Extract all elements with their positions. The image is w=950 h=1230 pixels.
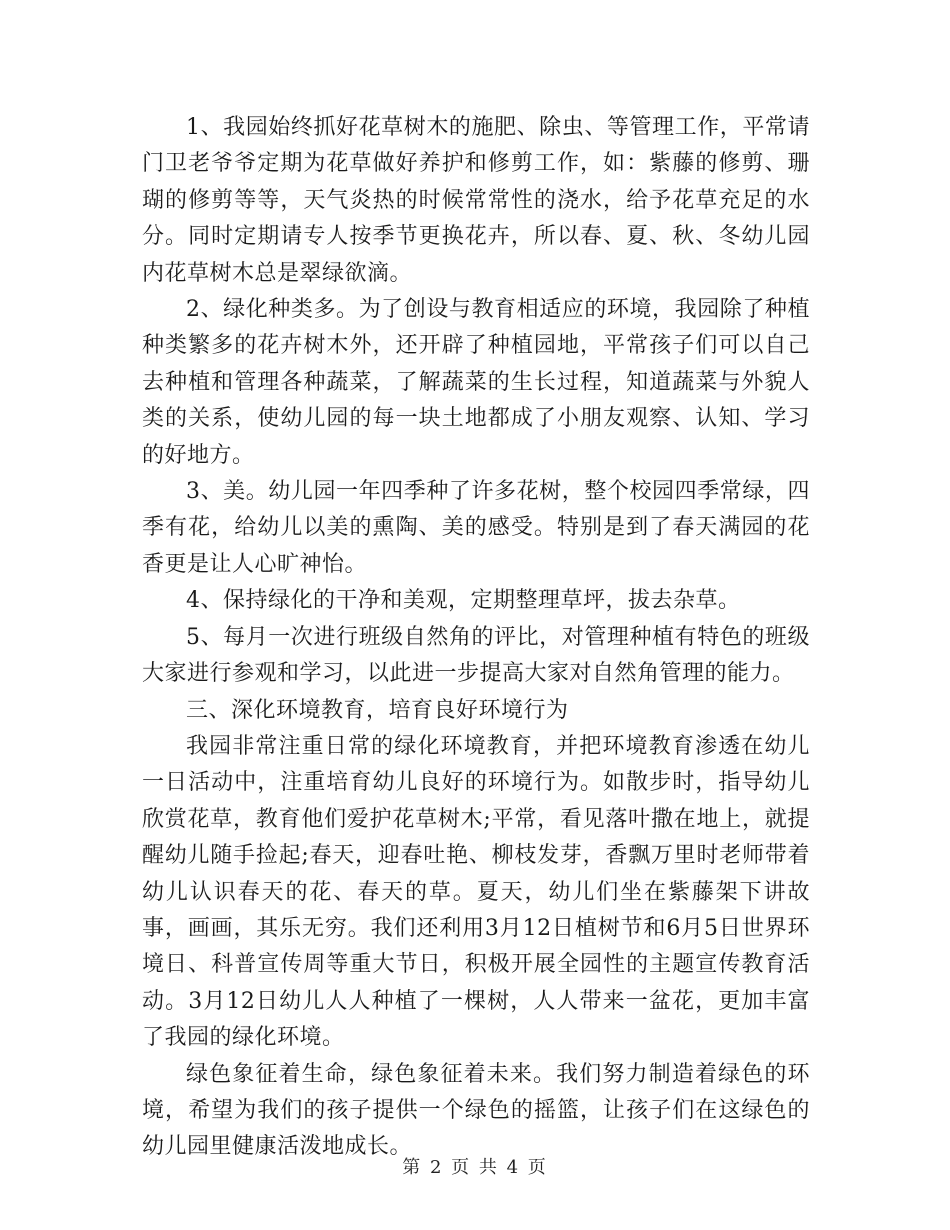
paragraph-6: 我园非常注重日常的绿化环境教育，并把环境教育渗透在幼儿一日活动中，注重培育幼儿良好的环境行为。如散步时，指导幼儿欣赏花草，教育他们爱护花草树木;平常，看见落叶撒在地上，就提醒幼儿随手捡起;春天，迎春吐艳、柳枝发芽，香飘万里时老师带着幼儿认识春天的花、春天的草。夏天，幼儿们坐在紫藤架下讲故事，画画，其乐无穷。我们还利用3月12日植树节和6月5日世界环境日、科普宣传周等重大节日，积极开展全园性的主题宣传教育活动。3月12日幼儿人人种植了一棵树，人人带来一盆花，更加丰富了我园的绿化环境。 [142, 733, 810, 1051]
paragraph-3: 3、美。幼儿园一年四季种了许多花树，整个校园四季常绿，四季有花，给幼儿以美的熏陶、美的感受。特别是到了春天满园的花香更是让人心旷神怡。 [142, 479, 810, 577]
paragraph-7: 绿色象征着生命，绿色象征着未来。我们努力制造着绿色的环境，希望为我们的孩子提供一个绿色的摇篮，让孩子们在这绿色的幼儿园里健康活泼地成长。 [142, 1061, 810, 1160]
paragraph-5: 5、每月一次进行班级自然角的评比，对管理种植有特色的班级大家进行参观和学习，以此进一步提高大家对自然角管理的能力。 [142, 624, 810, 687]
paragraph-1: 1、我园始终抓好花草树木的施肥、除虫、等管理工作，平常请门卫老爷爷定期为花草做好养护和修剪工作，如：紫藤的修剪、珊瑚的修剪等等，天气炎热的时候常常性的浇水，给予花草充足的水分。同时定期请专人按季节更换花卉，所以春、夏、秋、冬幼儿园内花草树木总是翠绿欲滴。 [142, 115, 810, 286]
paragraph-2: 2、绿化种类多。为了创设与教育相适应的环境，我园除了种植种类繁多的花卉树木外，还开辟了种植园地，平常孩子们可以自己去种植和管理各种蔬菜，了解蔬菜的生长过程，知道蔬菜与外貌人类的关系，使幼儿园的每一块土地都成了小朋友观察、认知、学习的好地方。 [142, 297, 810, 468]
section-heading: 三、深化环境教育，培育良好环境行为 [186, 697, 569, 723]
paragraph-4: 4、保持绿化的干净和美观，定期整理草坪，拔去杂草。 [186, 588, 741, 614]
document-body [142, 110, 810, 1166]
page-footer: 第 2 页 共 4 页 [402, 1157, 548, 1178]
